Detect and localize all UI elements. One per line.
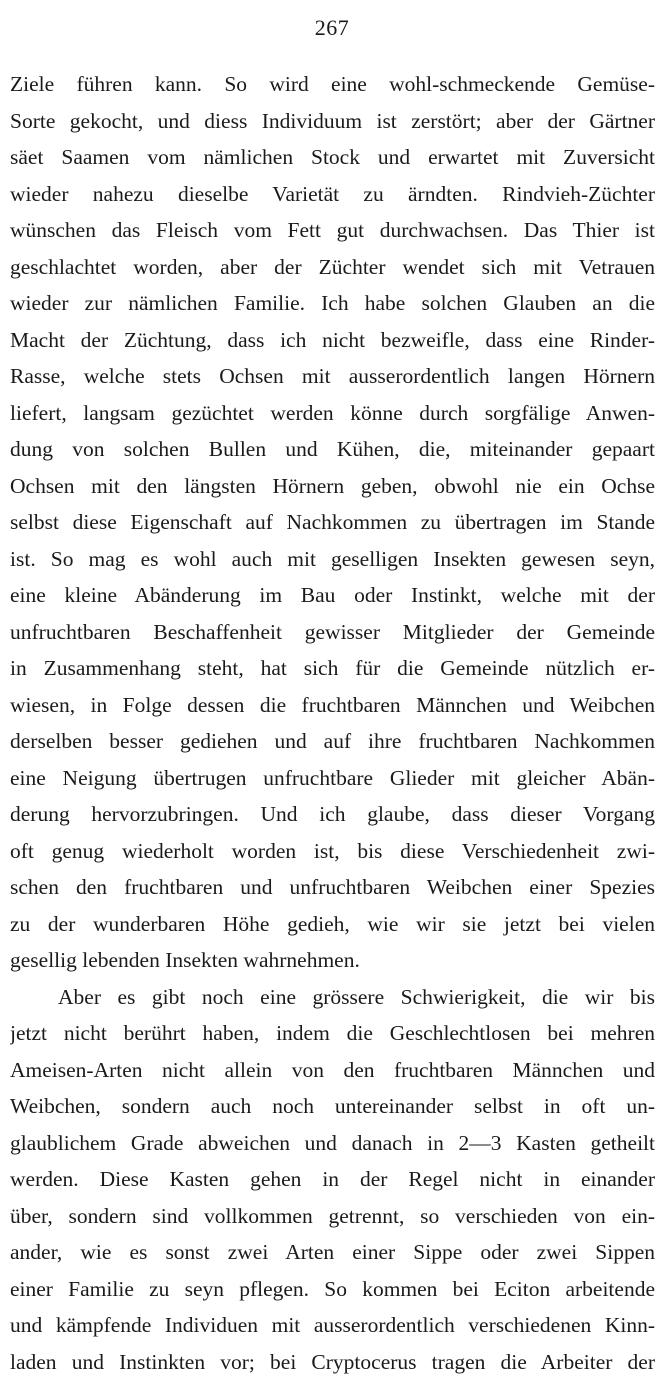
text-line: liefert, langsam gezüchtet werden könne durch sorgfälige Anwen- <box>10 395 655 432</box>
text-line: säet Saamen vom nämlichen Stock und erwartet mit Zuversicht <box>10 139 655 176</box>
text-line: geschlachtet worden, aber der Züchter wendet sich mit Vetrauen <box>10 249 655 286</box>
text-line: werden. Diese Kasten gehen in der Regel nicht in einander <box>10 1161 655 1198</box>
text-line: eine kleine Abänderung im Bau oder Instinkt, welche mit der <box>10 577 655 614</box>
text-line: dung von solchen Bullen und Kühen, die, miteinander gepaart <box>10 431 655 468</box>
text-line: wünschen das Fleisch vom Fett gut durchwachsen. Das Thier ist <box>10 212 655 249</box>
text-line: und kämpfende Individuen mit ausserordentlich verschiedenen Kinn- <box>10 1307 655 1344</box>
text-line: gesellig lebenden Insekten wahrnehmen. <box>10 942 655 979</box>
page-number: 267 <box>0 14 664 42</box>
text-line: Ziele führen kann. So wird eine wohl-schmeckende Gemüse- <box>10 66 655 103</box>
text-line: Ochsen mit den längsten Hörnern geben, obwohl nie ein Ochse <box>10 468 655 505</box>
text-line: ander, wie es sonst zwei Arten einer Sippe oder zwei Sippen <box>10 1234 655 1271</box>
text-line: wiesen, in Folge dessen die fruchtbaren Männchen und Weibchen <box>10 687 655 724</box>
text-line: selbst diese Eigenschaft auf Nachkommen zu übertragen im Stande <box>10 504 655 541</box>
text-line: schen den fruchtbaren und unfruchtbaren Weibchen einer Spezies <box>10 869 655 906</box>
text-line: einer Familie zu seyn pflegen. So kommen bei Eciton arbeitende <box>10 1271 655 1308</box>
text-line: Macht der Züchtung, dass ich nicht bezweifle, dass eine Rinder- <box>10 322 655 359</box>
text-line: glaublichem Grade abweichen und danach in 2—3 Kasten getheilt <box>10 1125 655 1162</box>
text-line: derung hervorzubringen. Und ich glaube, dass dieser Vorgang <box>10 796 655 833</box>
text-line: unfruchtbaren Beschaffenheit gewisser Mitglieder der Gemeinde <box>10 614 655 651</box>
text-line: laden und Instinkten vor; bei Cryptocerus tragen die Arbeiter der <box>10 1344 655 1380</box>
text-line: Rasse, welche stets Ochsen mit ausserordentlich langen Hörnern <box>10 358 655 395</box>
text-line: oft genug wiederholt worden ist, bis diese Verschiedenheit zwi- <box>10 833 655 870</box>
text-line: über, sondern sind vollkommen getrennt, so verschieden von ein- <box>10 1198 655 1235</box>
text-line: Weibchen, sondern auch noch untereinander selbst in oft un- <box>10 1088 655 1125</box>
paragraph-start-line: Aber es gibt noch eine grössere Schwierigkeit, die wir bis <box>10 979 655 1016</box>
text-line: ist. So mag es wohl auch mit geselligen Insekten gewesen seyn, <box>10 541 655 578</box>
text-line: wieder nahezu dieselbe Varietät zu ärndten. Rindvieh-Züchter <box>10 176 655 213</box>
text-line: Ameisen-Arten nicht allein von den fruchtbaren Männchen und <box>10 1052 655 1089</box>
text-line: zu der wunderbaren Höhe gedieh, wie wir sie jetzt bei vielen <box>10 906 655 943</box>
text-line: eine Neigung übertrugen unfruchtbare Glieder mit gleicher Abän- <box>10 760 655 797</box>
text-line: wieder zur nämlichen Familie. Ich habe solchen Glauben an die <box>10 285 655 322</box>
body-text <box>10 66 655 1380</box>
text-line: Sorte gekocht, und diess Individuum ist zerstört; aber der Gärtner <box>10 103 655 140</box>
text-line: in Zusammenhang steht, hat sich für die Gemeinde nützlich er- <box>10 650 655 687</box>
text-line: derselben besser gediehen und auf ihre fruchtbaren Nachkommen <box>10 723 655 760</box>
text-line: jetzt nicht berührt haben, indem die Geschlechtlosen bei mehren <box>10 1015 655 1052</box>
